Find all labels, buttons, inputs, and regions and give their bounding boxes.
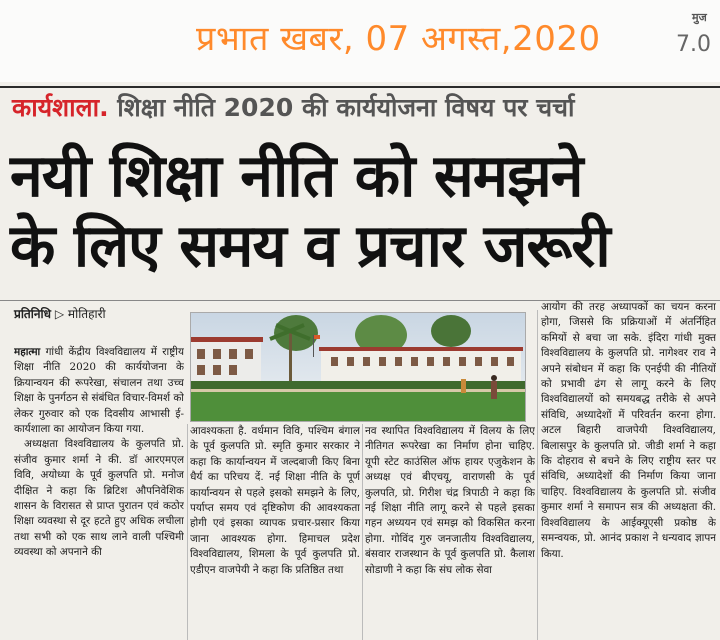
body-paragraph: अध्यक्षता विश्वविद्यालय के कुलपति प्रो. संजीव कुमार शर्मा ने की. डॉ आरएमएल विवि, अयोध्या के पूर्व कुलपति प्रो. मनोज दीक्षित ने कहा कि ब्रिटिश औपनिवेशिक शासन के विरासत से प्राप्त पुरातन एवं कठोर शिक्षा व्यवस्था से दूर हटते हुए अधिक लचीला तथा सभी को एक साथ लाने वाली पश्चिमी व्यवस्था को अपनाने की [14, 438, 184, 559]
column-rule-3 [537, 310, 538, 640]
clipping-header [0, 0, 720, 82]
article-column-2: आवश्यकता है. वर्धमान विवि, पश्चिम बंगाल के पूर्व कुलपति प्रो. स्मृति कुमार सरकार ने कहा कि कार्यान्वयन में जल्दबाजी किए बिना धैर्य का परिचय दें. नई शिक्षा नीति के पूर्ण कार्यान्वयन से पहले इसको समझने के लिए, पर्याप्त समय एवं दृष्टिकोण की आवश्यकता होगी एवं इसका व्यापक प्रचार-प्रसार किया जाना आवश्यक होगा. हिमाचल प्रदेश विश्वविद्यालय, शिमला के पूर्व कुलपति प्रो. एडीएन वाजपेयी ने कहा कि प्रतिष्ठित तथा [190, 425, 360, 576]
byline [14, 305, 106, 322]
column-rule-2 [362, 424, 363, 640]
headline-line-2: के लिए समय व प्रचार जरूरी [10, 211, 610, 280]
column-rule-1 [187, 424, 188, 640]
byline-place: ▷ मोतिहारी [54, 307, 106, 321]
article-kicker [12, 90, 574, 124]
article-column-4: आयोग की तरह अध्यापकों का चयन करना होगा, जिससे कि प्रक्रियाओं में अंतर्निहित कमियों से बचा जा सके. इंदिरा गांधी मुक्त विश्वविद्यालय के कुलपति प्रो. नागेश्वर राव ने अपने संबोधन में कहा कि एनईपी की नीतियों को प्रभावी ढंग से लागू करने के लिए विश्वविद्यालयों को समयबद्ध तरीके से अपने संविधि, अध्यादेशों में परिवर्तन करना होगा. अटल बिहारी वाजपेयी विश्वविद्यालय, बिलासपुर के कुलपति प्रो. जीडी शर्मा ने कहा कि दोहराव से बचने के लिए राष्ट्रीय स्तर पर संविधि, अध्यादेशों की निर्माण किया जाना चाहिए. विश्वविद्यालय के कुलपति प्रो. संजीव कुमार शर्मा ने समापन सत्र की अध्यक्षता की. विश्वविद्यालय के आईक्यूएसी प्रकोष्ठ के समन्वयक, प्रो. आनंद प्रकाश ने धन्यवाद ज्ञापन किया. [541, 301, 716, 560]
intro-paragraph [14, 345, 184, 437]
top-divider [0, 86, 720, 88]
headline-line-1: नयी शिक्षा नीति को समझने [10, 141, 583, 210]
university-campus-photo [190, 312, 526, 422]
kicker-label: कार्यशाला. [12, 93, 109, 122]
byline-label: प्रतिनिधि [14, 307, 52, 321]
kicker-subtitle: शिक्षा नीति 2020 की कार्ययोजना विषय पर चर्चा [117, 93, 575, 122]
campus-photo-image [191, 313, 525, 421]
article-column-1 [14, 345, 184, 640]
corner-number: 7.0 [676, 32, 711, 57]
article-column-3: नव स्थापित विश्वविद्यालय में विलय के लिए नीतिगत रूपरेखा का निर्माण होना चाहिए. यूपी स्टेट काउंसिल ऑफ हायर एजुकेशन के अध्यक्ष एवं बीएचयू, वाराणसी के पूर्व कुलपति, प्रो. गिरीश चंद्र त्रिपाठी ने कहा कि नई शिक्षा नीति लागू करने से पहले इसका गहन अध्ययन एवं समझ को विकसित करना होगा. गोविंद गुरु जनजातीय विश्वविद्यालय, बंसवार राजस्थान के पूर्व कुलपति प्रो. कैलाश सोडाणी ने कहा कि संघ लोक सेवा [365, 425, 535, 576]
intro-text: गांधी केंद्रीय विश्वविद्यालय में राष्ट्रीय शिक्षा नीति 2020 की कार्ययोजना के क्रियान्वयन की रूपरेखा, संचालन तथा उच्च शिक्षा के पुनर्गठन से संबंधित विचार-विमर्श को लेकर गुरुवार को एक दिवसीय आभासी ई-कार्यशाला का आयोजन किया गया. [14, 346, 184, 436]
corner-label: मुज [692, 11, 707, 24]
lead-word: महात्मा [14, 346, 41, 358]
newspaper-source-date: प्रभात खबर, 07 अगस्त,2020 [196, 19, 601, 59]
